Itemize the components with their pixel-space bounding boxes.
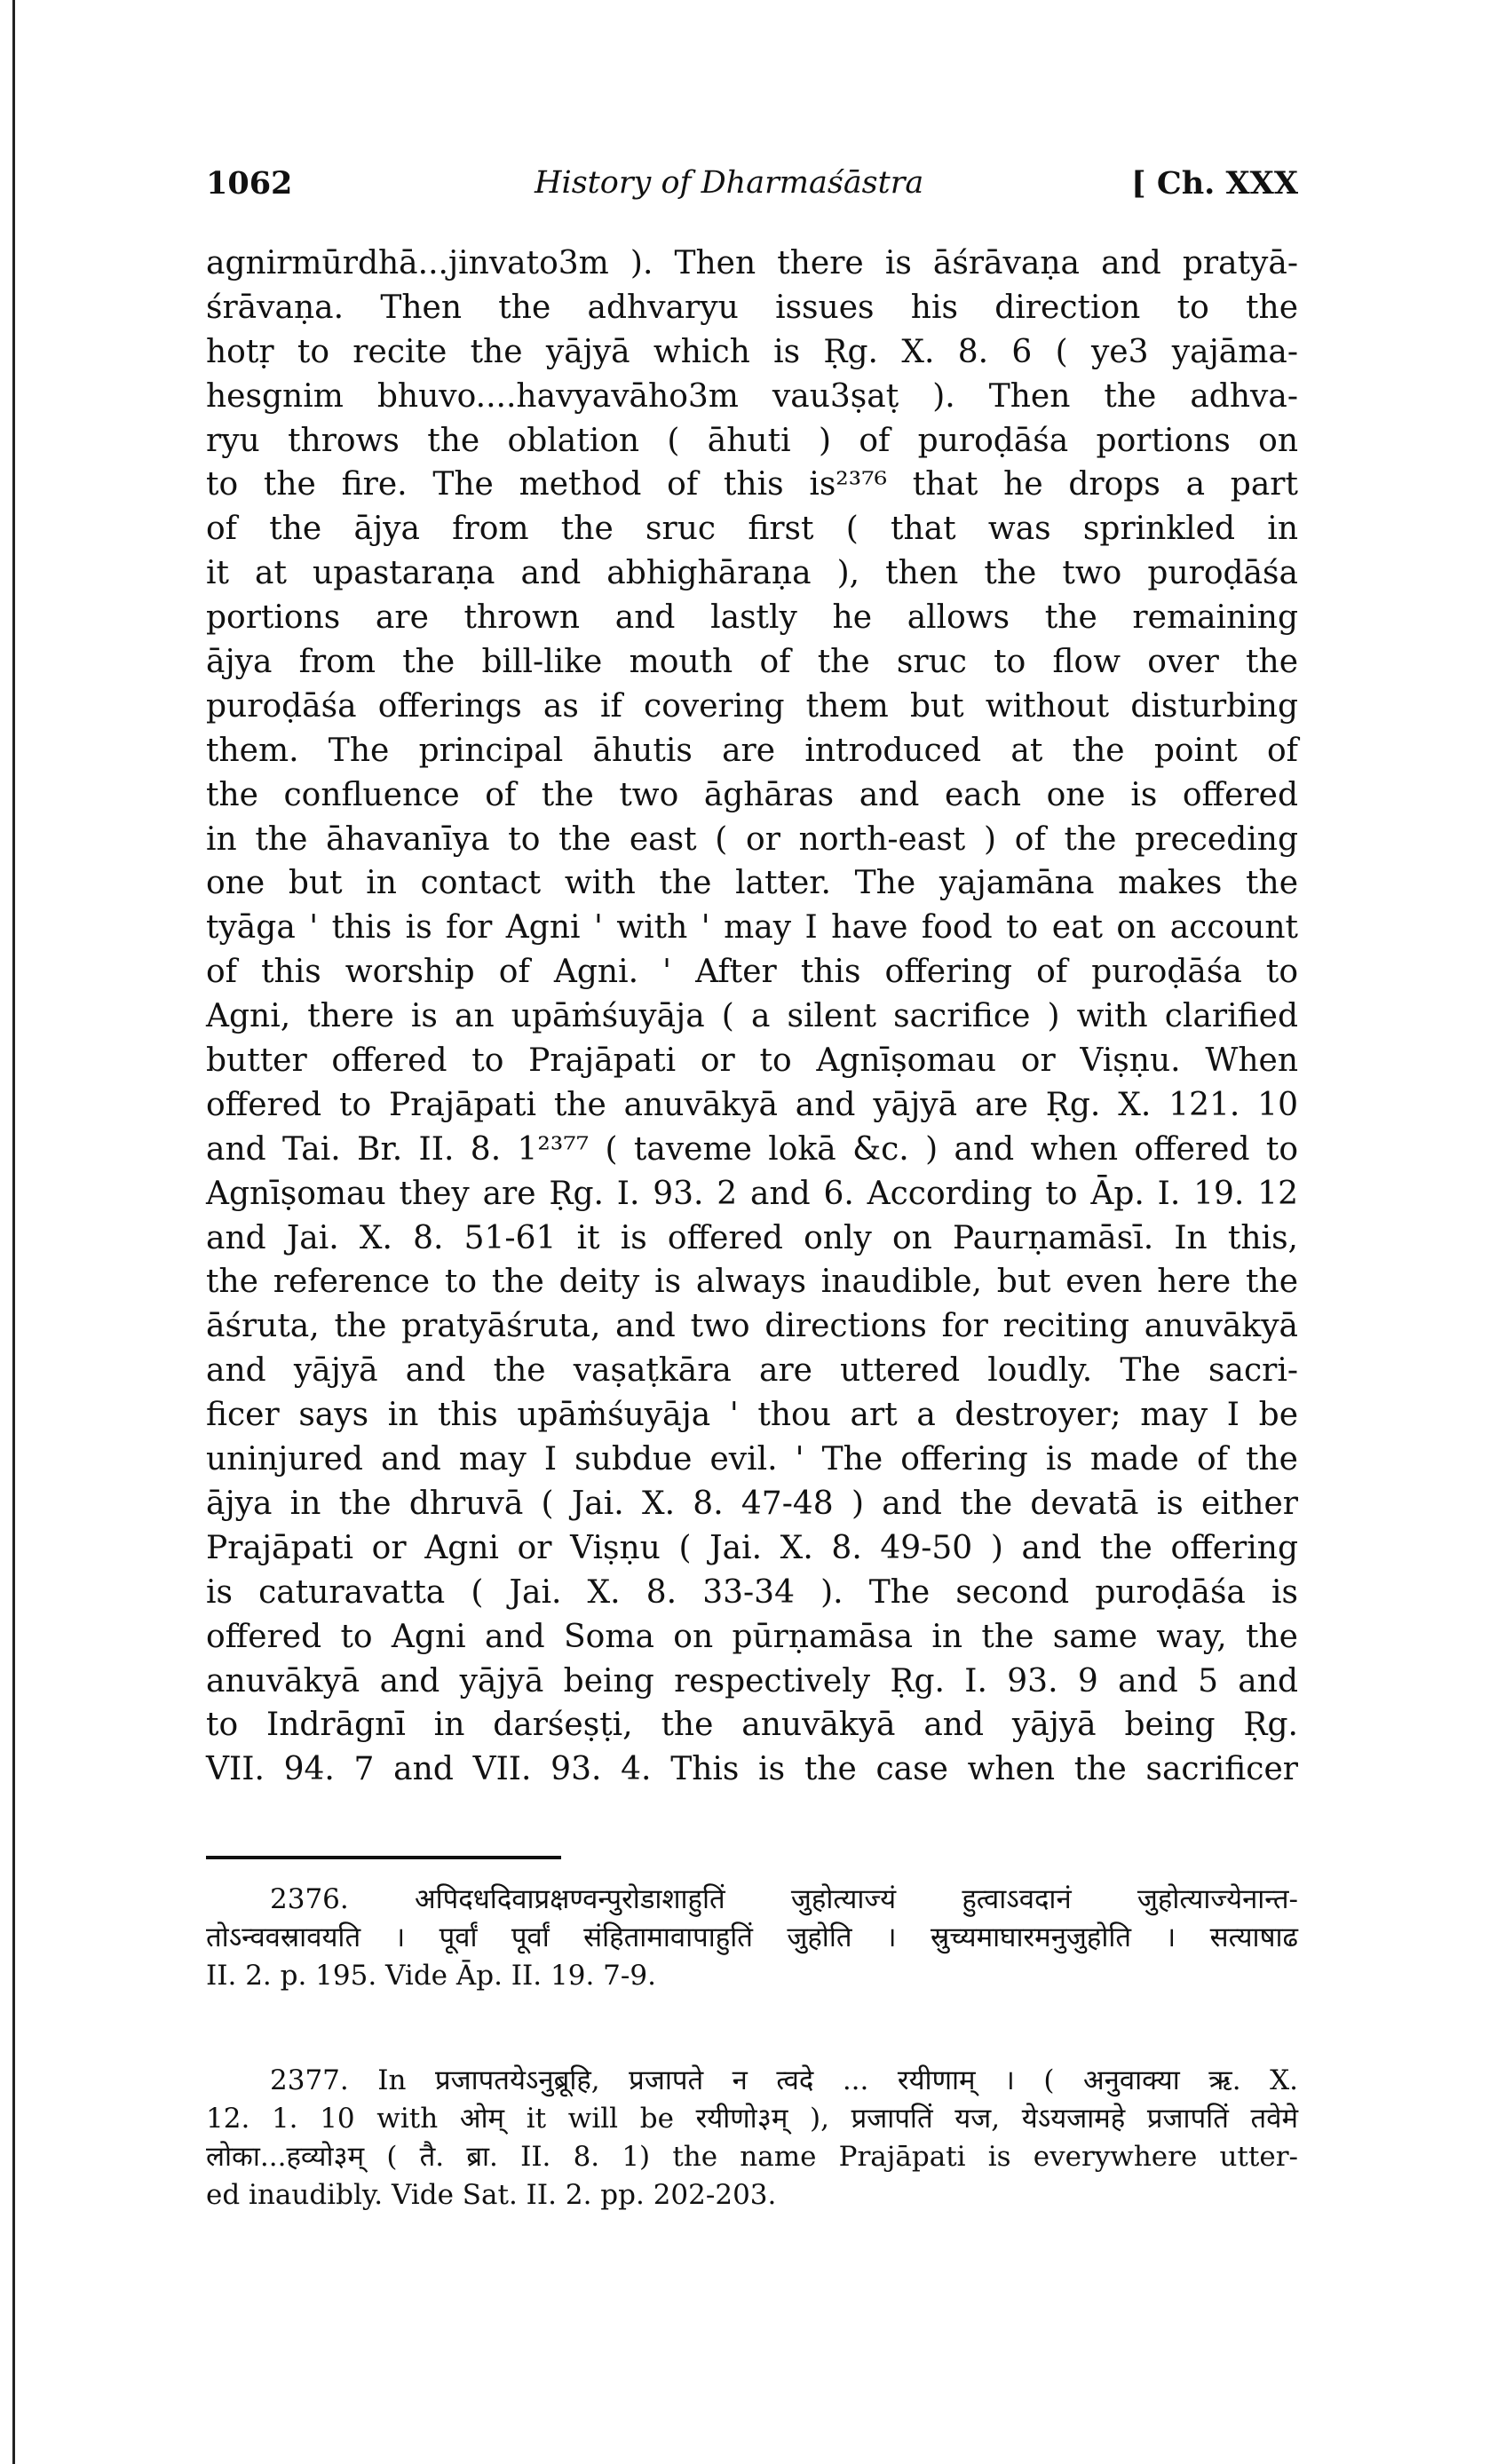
text-line: śrāvaṇa. Then the adhvaryu issues his direction to the [206,289,1298,326]
text-line: of the ājya from the sruc first ( that was sprinkled in [206,511,1298,548]
text-line: ficer says in this upāṁśuyāja ' thou art a destroyer; may I be [206,1397,1298,1434]
text-line: the confluence of the two āghāras and each one is offered [206,776,1298,813]
text-line: the reference to the deity is always inaudible, but even here the [206,1264,1298,1301]
footnote-line: तोऽन्ववस्रावयति । पूर्वां पूर्वां संहितामावापाहुतिं जुहोति । स्रुच्यमाघारमनुजुहोति । सत्याषाढ [206,1921,1298,1953]
text-line: butter offered to Prajāpati or to Agnīṣomau or Viṣṇu. When [206,1042,1298,1080]
text-line: portions are thrown and lastly he allows the remaining [206,599,1298,637]
footnote-rule [206,1856,561,1859]
text-line: anuvākyā and yājyā being respectively Ṛg. I. 93. 9 and 5 and [206,1662,1298,1699]
text-line: hotṛ to recite the yājyā which is Ṛg. X. 8. 6 ( ye3 yajāma- [206,333,1298,370]
footnote-line: ed inaudibly. Vide Sat. II. 2. pp. 202-203. [206,2179,777,2211]
footnote-line: 12. 1. 10 with ओम् it will be रयीणो३म् ), प्रजापतिं यज, येऽयजामहे प्रजापतिं तवेमे [206,2103,1298,2135]
text-line: and Tai. Br. II. 8. 1²³⁷⁷ ( taveme lokā &c. ) and when offered to [206,1130,1298,1168]
text-line: āśruta, the pratyāśruta, and two directions for reciting anuvākyā [206,1308,1298,1345]
text-line: offered to Agni and Soma on pūrṇamāsa in the same way, the [206,1618,1298,1655]
footnote-line: 2376. अपिदधदिवाप्रक्षण्वन्पुरोडाशाहुतिं जुहोत्याज्यं हुत्वाऽवदानं जुहोत्याज्येनान्त- [270,1883,1298,1915]
footnote-2376 [206,1881,1298,1995]
footnote-2377 [206,2062,1298,2214]
text-line: puroḍāśa offerings as if covering them but without disturbing [206,687,1298,725]
text-line: Agni, there is an upāṁśuyāja ( a silent sacrifice ) with clarified [206,998,1298,1035]
text-line: to the fire. The method of this is²³⁷⁶ that he drops a part [206,466,1298,503]
text-line: ājya from the bill-like mouth of the sruc to flow over the [206,644,1298,681]
text-line: it at upastaraṇa and abhighāraṇa ), then the two puroḍāśa [206,555,1298,592]
text-line: agnirmūrdhā...jinvato3m ). Then there is āśrāvaṇa and pratyā- [206,245,1298,281]
text-line: is caturavatta ( Jai. X. 8. 33-34 ). The second puroḍāśa is [206,1573,1298,1611]
main-text [206,242,1298,1792]
text-line: Prajāpati or Agni or Viṣṇu ( Jai. X. 8. 49-50 ) and the offering [206,1529,1298,1566]
text-line: hesgnim bhuvo....havyavāho3m vau3ṣaṭ ). Then the adhva- [206,377,1298,415]
text-line: ryu throws the oblation ( āhuti ) of puroḍāśa portions on [206,422,1298,459]
text-line: Agnīṣomau they are Ṛg. I. 93. 2 and 6. According to Āp. I. 19. 12 [206,1175,1298,1212]
text-line: ājya in the dhruvā ( Jai. X. 8. 47-48 ) and the devatā is either [206,1485,1298,1522]
text-line: tyāga ' this is for Agni ' with ' may I have food to eat on account [206,909,1298,947]
text-line: uninjured and may I subdue evil. ' The offering is made of the [206,1441,1298,1478]
text-line: in the āhavanīya to the east ( or north-east ) of the preceding [206,820,1298,858]
page-number: 1062 [206,165,293,202]
running-title: History of Dharmaśāstra [535,165,924,201]
text-line: offered to Prajāpati the anuvākyā and yājyā are Ṛg. X. 121. 10 [206,1086,1298,1123]
footnote-line: II. 2. p. 195. Vide Āp. II. 19. 7-9. [206,1960,656,1992]
text-line: to Indrāgnī in darśeṣṭi, the anuvākyā and yājyā being Ṛg. [206,1707,1298,1744]
footnote-line: 2377. In प्रजापतयेऽनुब्रूहि, प्रजापते न त्वदे ... रयीणाम् । ( अनुवाक्या ऋ. X. [270,2064,1298,2096]
text-line: one but in contact with the latter. The yajamāna makes the [206,865,1298,902]
text-line: of this worship of Agni. ' After this offering of puroḍāśa to [206,954,1298,991]
text-line: and yājyā and the vaṣaṭkāra are uttered loudly. The sacri- [206,1352,1298,1390]
text-line: and Jai. X. 8. 51-61 it is offered only on Paurṇamāsī. In this, [206,1219,1298,1256]
text-line: VII. 94. 7 and VII. 93. 4. This is the case when the sacrificer [206,1751,1298,1788]
page-header [206,158,1298,211]
page-binding-edge [12,0,15,2464]
text-line: them. The principal āhutis are introduced at the point of [206,732,1298,769]
footnote-line: लोका...हव्यो३म् ( तै. ब्रा. II. 8. 1) the name Prajāpati is everywhere utter- [206,2141,1298,2173]
chapter-label: [ Ch. XXX [1131,165,1298,202]
